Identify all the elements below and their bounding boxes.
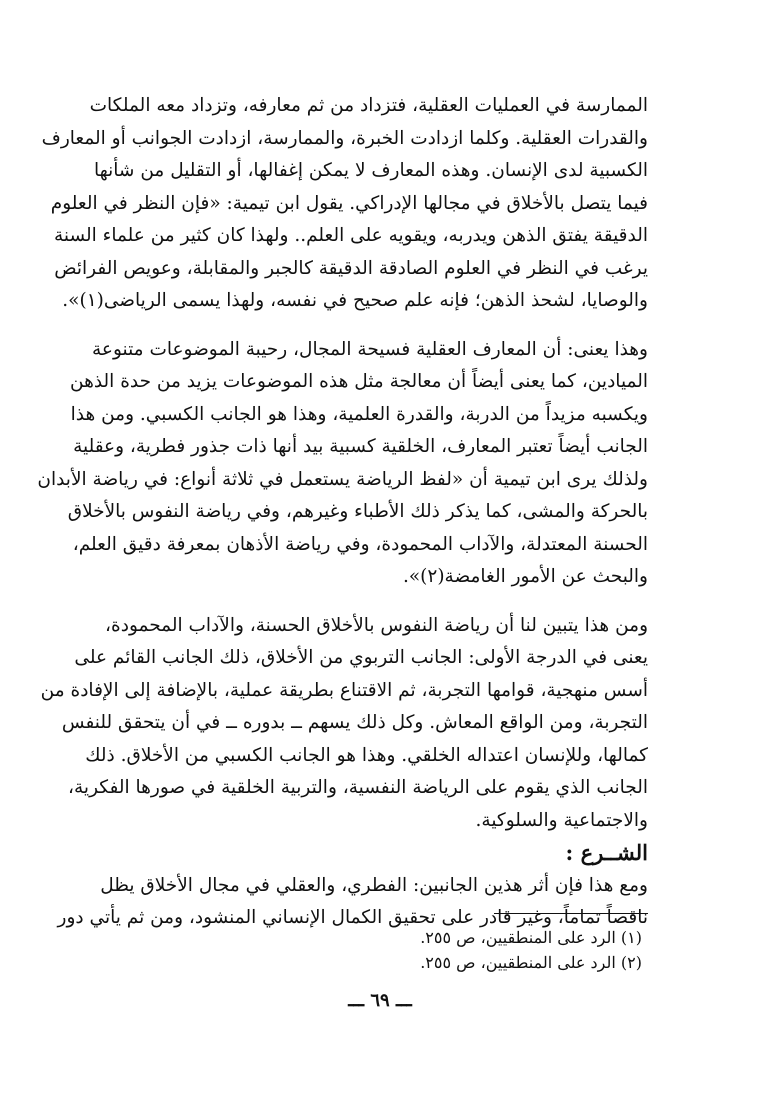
paragraph-2	[37, 334, 648, 594]
text-line: وهذا يعنى: أن المعارف العقلية فسيحة المجال، رحيبة الموضوعات متنوعة	[91, 338, 648, 360]
footnote-1: (١) الرد على المنطقيين، ص ٢٥٥.	[420, 928, 642, 947]
text-line: بالحركة والمشى، كما يذكر ذلك الأطباء وغيرهم، وفي رياضة النفوس بالأخلاق	[67, 501, 648, 522]
text-line: ومع هذا فإن أثر هذين الجانبين: الفطري، والعقلي في مجال الأخلاق يظل	[100, 874, 648, 896]
text-line: الميادين، كما يعنى أيضاً أن معالجة مثل هذه الموضوعات يزيد من حدة الذهن	[70, 371, 648, 392]
text-line: والوصايا، لشحذ الذهن؛ فإنه علم صحيح في نفسه، ولهذا يسمى الرياضى(١)».	[62, 290, 648, 311]
text-line: ولذلك يرى ابن تيمية أن «لفظ الرياضة يستعمل في ثلاثة أنواع: في رياضة الأبدان	[37, 468, 648, 490]
text-line: فيما يتصل بالأخلاق في مجالها الإدراكي. يقول ابن تيمية: «فإن النظر في العلوم	[50, 192, 648, 214]
page-body	[37, 90, 648, 935]
paragraph-1	[41, 90, 648, 318]
text-line: أسس منهجية، قوامها التجربة، ثم الاقتناع بطريقة عملية، بالإضافة إلى الإفادة من	[40, 679, 648, 701]
text-line: الجانب الذي يقوم على الرياضة النفسية، والتربية الخلقية في صورها الفكرية،	[68, 777, 648, 798]
text-line: ناقصاً تماماً، وغير قادر على تحقيق الكمال الإنساني المنشود، ومن ثم يأتي دور	[57, 907, 648, 928]
text-line: ومن هذا يتبين لنا أن رياضة النفوس بالأخلاق الحسنة، والآداب المحمودة،	[105, 614, 648, 636]
section-heading: الشــرع :	[565, 840, 648, 865]
paragraph-3	[40, 610, 648, 838]
text-line: كمالها، وللإنسان اعتداله الخلقي. وهذا هو الجانب الكسبي من الأخلاق. ذلك	[85, 744, 648, 766]
text-line: والقدرات العقلية. وكلما ازدادت الخبرة، والممارسة، ازدادت الجوانب أو المعارف	[41, 127, 648, 149]
text-line: الكسبية لدى الإنسان. وهذه المعارف لا يمكن إغفالها، أو التقليل من شأنها	[93, 160, 648, 181]
text-line: والبحث عن الأمور الغامضة(٢)».	[402, 566, 648, 587]
text-line: الحسنة المعتدلة، والآداب المحمودة، وفي رياضة الأذهان بمعرفة دقيق العلم،	[72, 533, 648, 555]
text-line: الممارسة في العمليات العقلية، فتزداد من ثم معارفه، وتزداد معه الملكات	[89, 95, 648, 116]
text-line: والاجتماعية والسلوكية.	[475, 809, 648, 831]
text-line: يرغب في النظر في العلوم الصادقة الدقيقة كالجبر والمقابلة، وعويص الفرائض	[54, 257, 648, 279]
text-line: الجانب أيضاً تعتبر المعارف، الخلقية كسبية بيد أنها ذات جذور فطرية، وعقلية	[73, 436, 648, 457]
text-line: التجربة، ومن الواقع المعاش. وكل ذلك يسهم ــ بدوره ــ في أن يتحقق للنفس	[61, 712, 648, 733]
footnote-2: (٢) الرد على المنطقيين، ص ٢٥٥.	[420, 953, 642, 972]
page-number: ـــ ٦٩ ـــ	[348, 990, 412, 1011]
text-line: يعنى في الدرجة الأولى: الجانب التربوي من الأخلاق، ذلك الجانب القائم على	[74, 647, 648, 668]
footnote-divider	[494, 913, 648, 914]
footnotes	[420, 925, 642, 975]
text-line: ويكسبه مزيداً من الدربة، والقدرة العلمية، وهذا هو الجانب الكسبي. ومن هذا	[70, 403, 648, 425]
text-line: الدقيقة يفتق الذهن ويدربه، ويقويه على العلم.. ولهذا كان كثير من علماء السنة	[53, 225, 648, 246]
